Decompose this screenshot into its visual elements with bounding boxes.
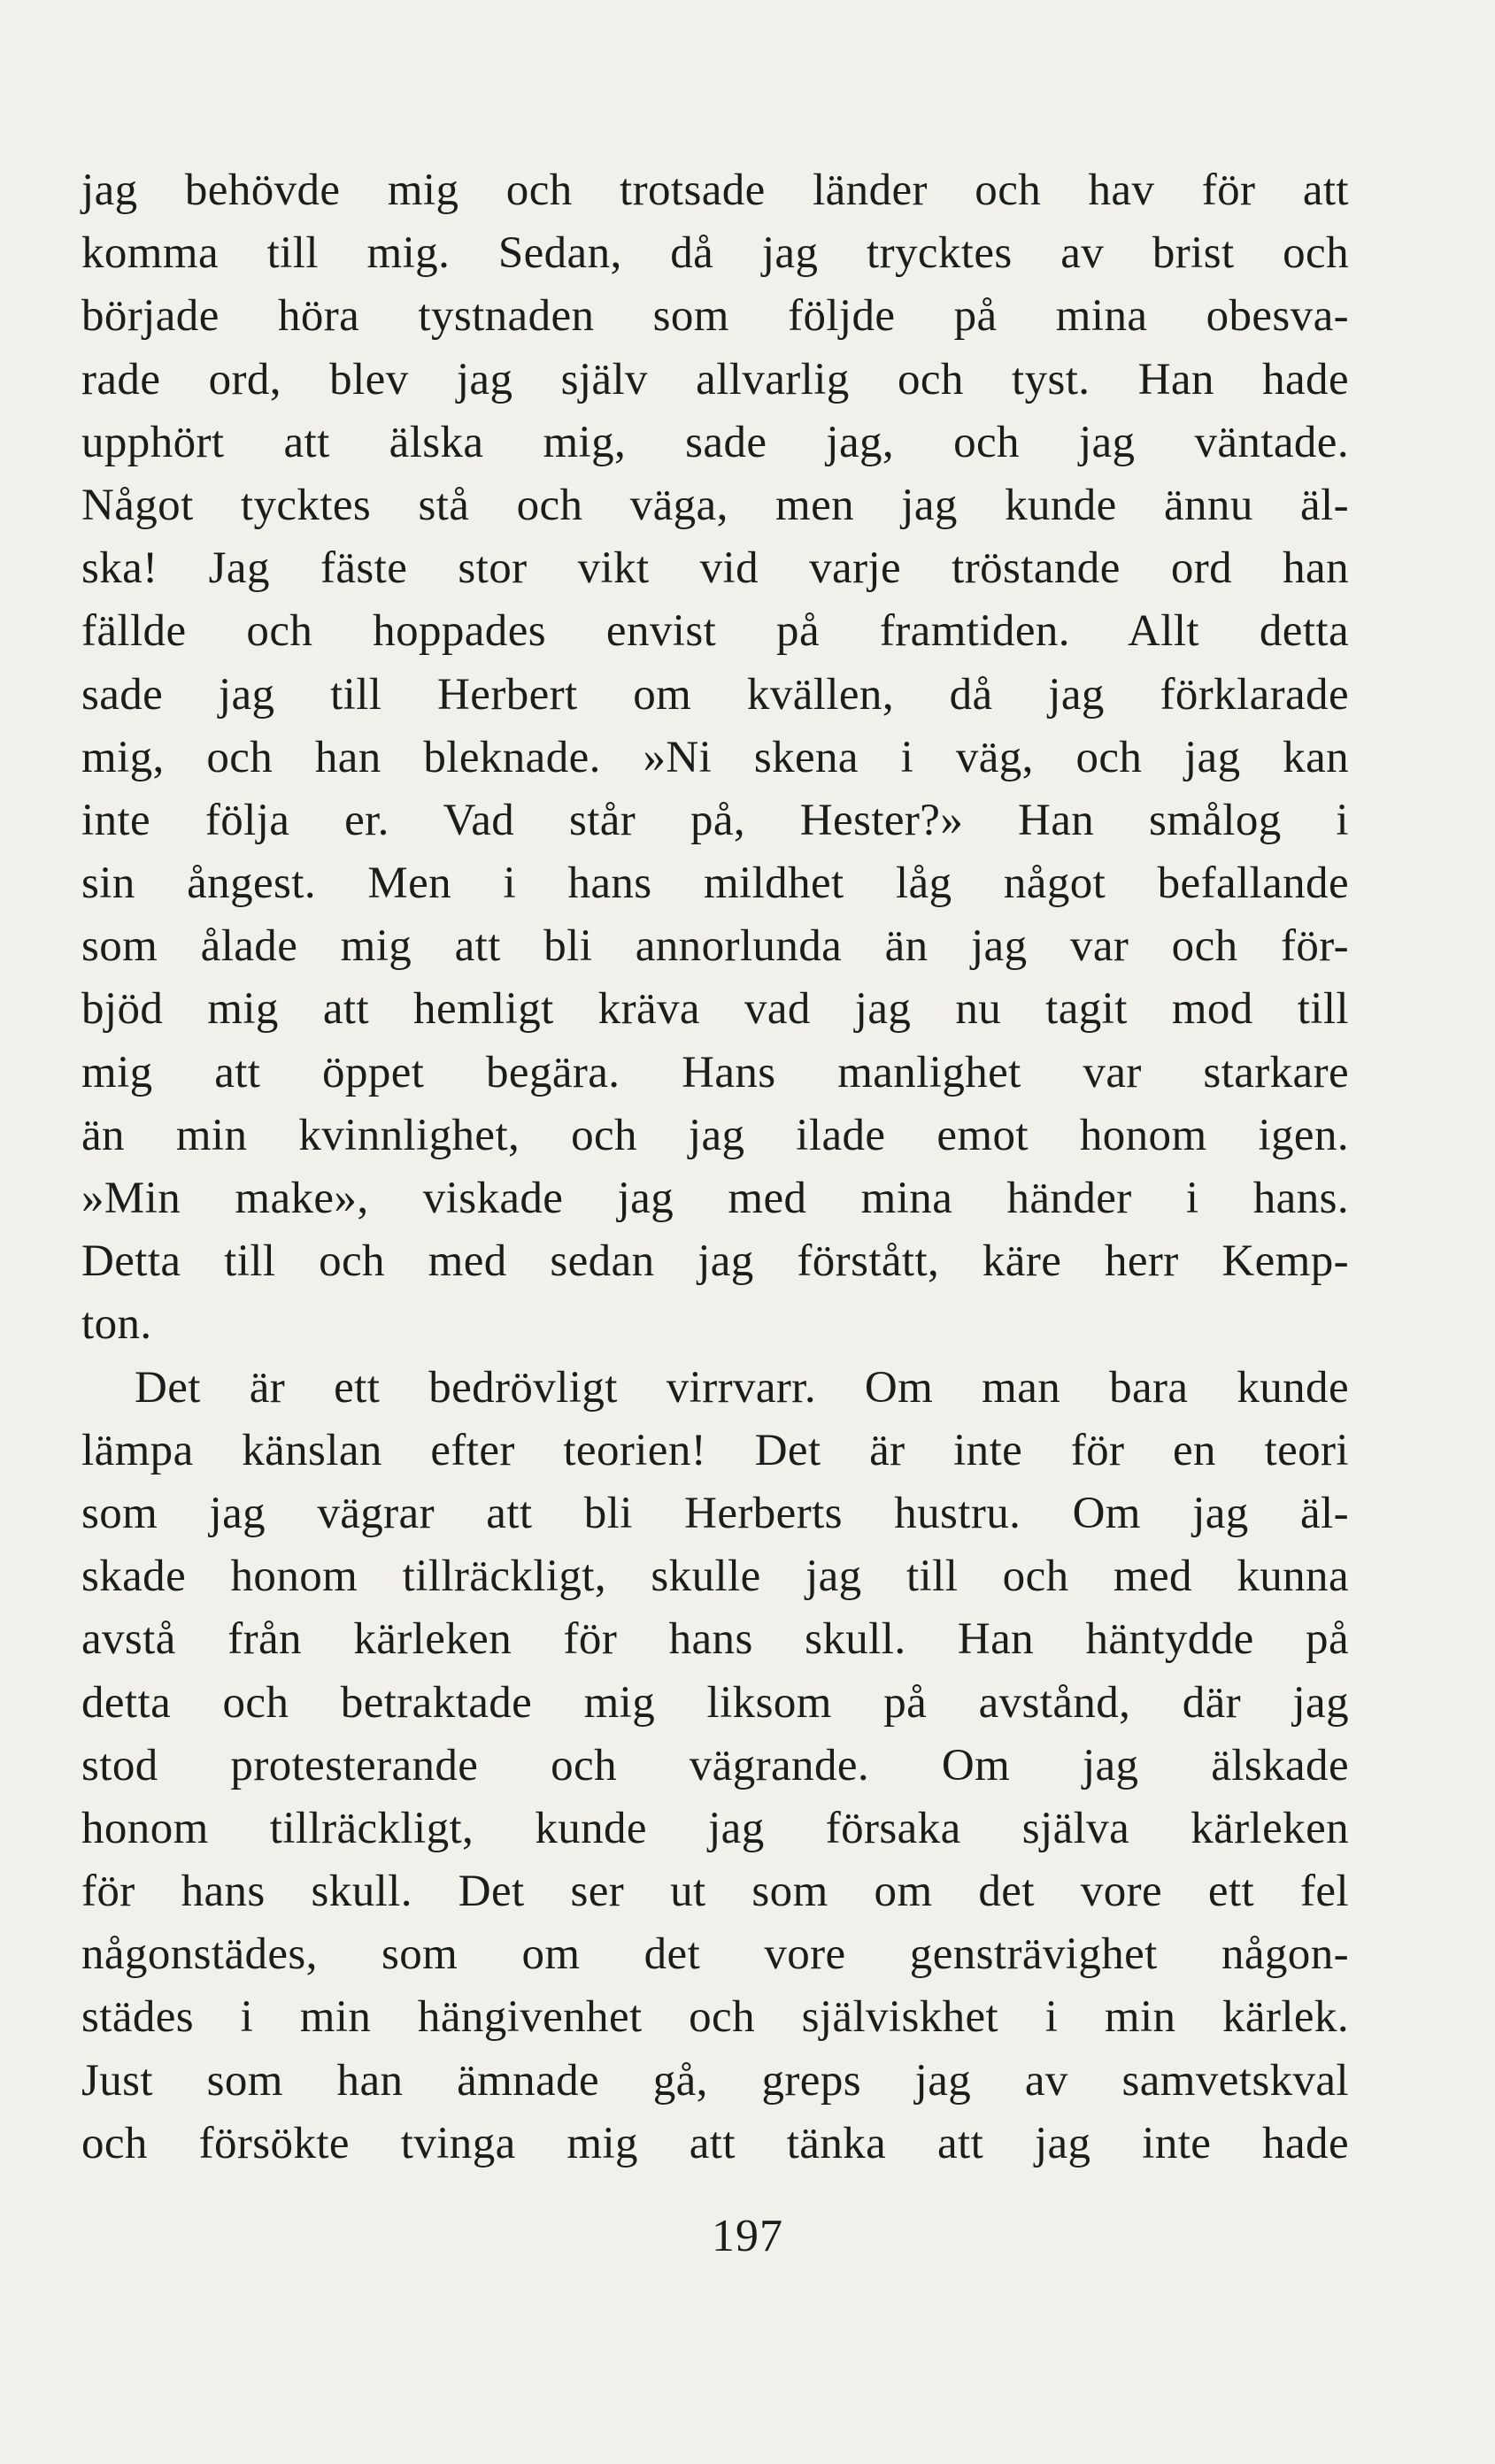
text-line: och försökte tvinga mig att tänka att jag inte hade bbox=[81, 2118, 1349, 2168]
text-line: mig, och han bleknade. »Ni skena i väg, och jag kan bbox=[81, 732, 1349, 782]
text-line: som ålade mig att bli annorlunda än jag var och för- bbox=[81, 921, 1349, 972]
paragraph-2 bbox=[81, 1357, 1349, 2175]
text-line: någonstädes, som om det vore gensträvighet någon- bbox=[81, 1929, 1349, 1980]
text-line: rade ord, blev jag själv allvarlig och tyst. Han hade bbox=[81, 354, 1349, 404]
text-line: »Min make», viskade jag med mina händer i hans. bbox=[81, 1174, 1349, 1223]
text-line: lämpa känslan efter teorien! Det är inte för en teori bbox=[81, 1425, 1349, 1475]
text-line: mig att öppet begära. Hans manlighet var starkare bbox=[81, 1047, 1349, 1097]
text-line: stod protesterande och vägrande. Om jag älskade bbox=[81, 1740, 1349, 1790]
text-line: än min kvinnlighet, och jag ilade emot honom igen. bbox=[81, 1110, 1349, 1160]
text-line: avstå från kärleken för hans skull. Han häntydde på bbox=[81, 1614, 1349, 1665]
text-line: städes i min hängivenhet och själviskhet i min kärlek. bbox=[81, 1992, 1349, 2043]
text-line: komma till mig. Sedan, då jag trycktes av brist och bbox=[81, 228, 1349, 279]
text-line: honom tillräckligt, kunde jag försaka själva kärleken bbox=[81, 1803, 1349, 1853]
text-line: bjöd mig att hemligt kräva vad jag nu tagit mod till bbox=[81, 984, 1349, 1035]
text-line: började höra tystnaden som följde på mina obesva- bbox=[81, 291, 1349, 342]
text-line: sade jag till Herbert om kvällen, då jag förklarade bbox=[81, 669, 1349, 720]
text-line: Detta till och med sedan jag förstått, käre herr Kemp- bbox=[81, 1236, 1349, 1287]
text-line: Just som han ämnade gå, greps jag av samvetskval bbox=[81, 2055, 1349, 2106]
page-number: 197 bbox=[712, 2211, 783, 2261]
text-line: Det är ett bedrövligt virrvarr. Om man bara kunde bbox=[135, 1362, 1349, 1413]
text-line: skade honom tillräckligt, skulle jag till och med kunna bbox=[81, 1552, 1349, 1602]
text-line: ton. bbox=[81, 1299, 152, 1350]
paragraph-1 bbox=[81, 159, 1349, 1357]
text-line: detta och betraktade mig liksom på avstånd, där jag bbox=[81, 1677, 1349, 1728]
text-line: jag behövde mig och trotsade länder och hav för att bbox=[81, 166, 1349, 215]
text-line: som jag vägrar att bli Herberts hustru. Om jag äl- bbox=[81, 1488, 1349, 1538]
text-line: ska! Jag fäste stor vikt vid varje tröstande ord han bbox=[81, 543, 1349, 594]
body-text bbox=[81, 159, 1349, 2175]
text-line: Något tycktes stå och väga, men jag kunde ännu äl- bbox=[81, 480, 1349, 530]
text-line: sin ångest. Men i hans mildhet låg något befallande bbox=[81, 859, 1349, 909]
text-line: fällde och hoppades envist på framtiden. Allt detta bbox=[81, 606, 1349, 657]
text-line: inte följa er. Vad står på, Hester?» Han smålog i bbox=[81, 795, 1349, 845]
text-line: upphört att älska mig, sade jag, och jag väntade. bbox=[81, 417, 1349, 467]
text-line: för hans skull. Det ser ut som om det vore ett fel bbox=[81, 1867, 1349, 1917]
